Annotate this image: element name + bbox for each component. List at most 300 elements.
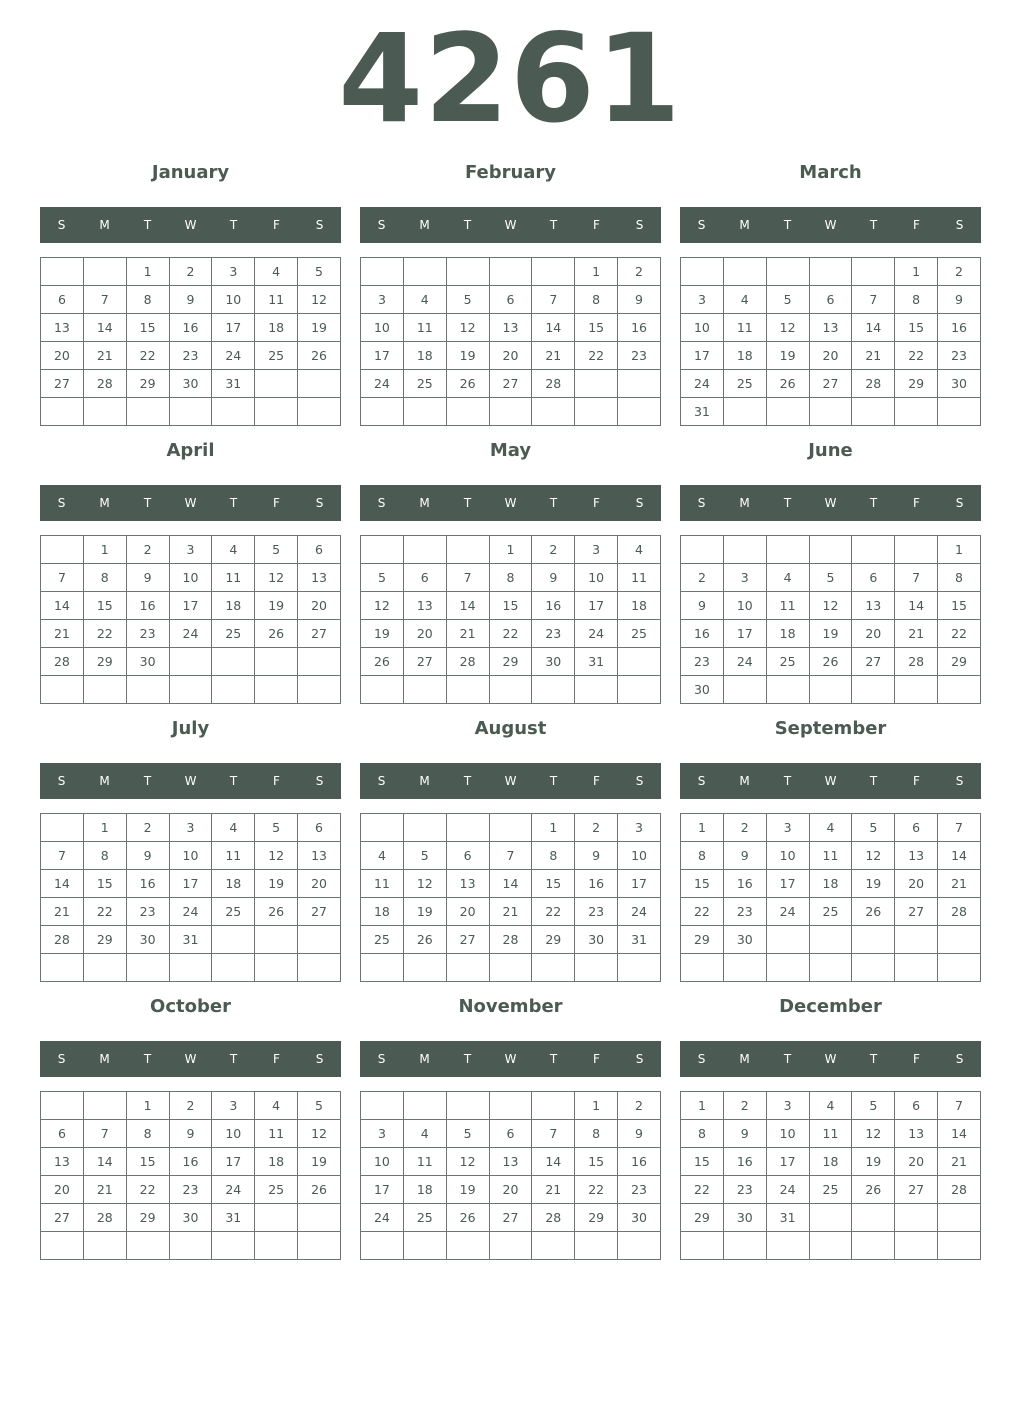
week-row — [681, 592, 981, 620]
day-cell: 21 — [83, 1176, 126, 1204]
week-row — [361, 1176, 661, 1204]
day-cell: 24 — [575, 620, 618, 648]
day-cell: 29 — [83, 926, 126, 954]
weekday-label: T — [869, 774, 878, 788]
day-cell: 12 — [255, 842, 298, 870]
weekday-label: S — [635, 496, 644, 510]
empty-day-cell — [938, 1204, 981, 1232]
day-cell: 11 — [723, 314, 766, 342]
week-row — [41, 398, 341, 426]
day-cell: 24 — [723, 648, 766, 676]
empty-day-cell — [41, 814, 84, 842]
day-cell: 24 — [766, 898, 809, 926]
empty-day-cell — [809, 1232, 852, 1260]
day-cell: 16 — [681, 620, 724, 648]
day-cell: 4 — [255, 1092, 298, 1120]
weekday-label: S — [635, 218, 644, 232]
week-row — [681, 648, 981, 676]
empty-day-cell — [532, 1232, 575, 1260]
day-cell: 28 — [532, 1204, 575, 1232]
month-title: November — [458, 996, 563, 1017]
weekday-label: F — [593, 1052, 600, 1066]
weekday-label: W — [824, 1052, 837, 1066]
day-cell: 14 — [938, 842, 981, 870]
day-cell: 26 — [255, 898, 298, 926]
empty-day-cell — [403, 258, 446, 286]
weekday-label: F — [913, 774, 920, 788]
empty-day-cell — [83, 258, 126, 286]
day-cell: 7 — [446, 564, 489, 592]
day-cell: 26 — [255, 620, 298, 648]
day-cell: 3 — [212, 1092, 255, 1120]
day-cell: 1 — [489, 536, 532, 564]
day-cell: 7 — [895, 564, 938, 592]
weekday-label: W — [184, 1052, 197, 1066]
day-cell: 9 — [723, 1120, 766, 1148]
day-cell: 21 — [41, 898, 84, 926]
weekday-label: S — [315, 774, 324, 788]
day-cell: 5 — [298, 1092, 341, 1120]
weekday-label: T — [783, 218, 792, 232]
day-cell: 25 — [212, 620, 255, 648]
weekday-label: T — [783, 1052, 792, 1066]
week-row — [41, 1232, 341, 1260]
day-cell: 14 — [852, 314, 895, 342]
day-cell: 3 — [169, 536, 212, 564]
day-cell: 4 — [212, 814, 255, 842]
empty-day-cell — [83, 1092, 126, 1120]
day-cell: 10 — [723, 592, 766, 620]
day-cell: 23 — [126, 620, 169, 648]
day-cell: 21 — [489, 898, 532, 926]
week-row — [41, 1148, 341, 1176]
day-cell: 8 — [126, 1120, 169, 1148]
day-cell: 26 — [852, 898, 895, 926]
weekday-label: F — [593, 774, 600, 788]
day-cell: 26 — [852, 1176, 895, 1204]
empty-day-cell — [852, 926, 895, 954]
empty-day-cell — [681, 954, 724, 982]
day-cell: 2 — [532, 536, 575, 564]
day-cell: 27 — [895, 898, 938, 926]
empty-day-cell — [489, 258, 532, 286]
weekday-label: S — [315, 496, 324, 510]
day-cell: 19 — [298, 314, 341, 342]
weekday-label: S — [377, 1052, 386, 1066]
day-cell: 20 — [489, 1176, 532, 1204]
day-cell: 4 — [212, 536, 255, 564]
day-cell: 2 — [618, 1092, 661, 1120]
empty-day-cell — [938, 926, 981, 954]
day-cell: 20 — [298, 592, 341, 620]
weekday-label: T — [549, 774, 558, 788]
day-cell: 26 — [298, 342, 341, 370]
day-cell: 4 — [618, 536, 661, 564]
day-cell: 16 — [723, 870, 766, 898]
empty-day-cell — [126, 398, 169, 426]
day-cell: 27 — [41, 370, 84, 398]
day-cell: 23 — [126, 898, 169, 926]
day-cell: 17 — [575, 592, 618, 620]
week-row — [361, 370, 661, 398]
day-cell: 23 — [575, 898, 618, 926]
empty-day-cell — [852, 1232, 895, 1260]
day-cell: 23 — [532, 620, 575, 648]
day-cell: 14 — [41, 592, 84, 620]
day-cell: 24 — [361, 370, 404, 398]
day-cell: 31 — [681, 398, 724, 426]
empty-day-cell — [723, 398, 766, 426]
weekday-label: S — [377, 218, 386, 232]
empty-day-cell — [723, 258, 766, 286]
empty-day-cell — [298, 648, 341, 676]
day-cell: 31 — [169, 926, 212, 954]
day-cell: 22 — [532, 898, 575, 926]
day-cell: 12 — [446, 314, 489, 342]
day-cell: 3 — [766, 1092, 809, 1120]
day-cell: 23 — [169, 1176, 212, 1204]
empty-day-cell — [489, 1092, 532, 1120]
weekday-label: T — [229, 496, 238, 510]
week-row — [681, 370, 981, 398]
empty-day-cell — [575, 676, 618, 704]
weekday-header-bar — [40, 207, 341, 243]
weekday-label: S — [377, 496, 386, 510]
day-cell: 19 — [298, 1148, 341, 1176]
day-cell: 14 — [83, 1148, 126, 1176]
weekday-header-bar — [680, 207, 981, 243]
day-cell: 15 — [83, 592, 126, 620]
week-row — [681, 286, 981, 314]
day-cell: 18 — [403, 1176, 446, 1204]
day-cell: 7 — [938, 1092, 981, 1120]
weekday-label: T — [463, 1052, 472, 1066]
day-cell: 8 — [126, 286, 169, 314]
day-cell: 12 — [809, 592, 852, 620]
day-cell: 23 — [938, 342, 981, 370]
weekday-label: T — [869, 1052, 878, 1066]
day-grid — [40, 257, 341, 426]
weekday-label: T — [783, 774, 792, 788]
empty-day-cell — [298, 1204, 341, 1232]
week-row — [681, 564, 981, 592]
day-cell: 11 — [255, 1120, 298, 1148]
day-cell: 13 — [895, 842, 938, 870]
day-cell: 9 — [618, 286, 661, 314]
day-cell: 31 — [575, 648, 618, 676]
day-cell: 19 — [403, 898, 446, 926]
empty-day-cell — [852, 536, 895, 564]
empty-day-cell — [766, 536, 809, 564]
day-cell: 11 — [212, 842, 255, 870]
day-cell: 25 — [723, 370, 766, 398]
day-cell: 15 — [532, 870, 575, 898]
empty-day-cell — [809, 926, 852, 954]
day-cell: 10 — [618, 842, 661, 870]
empty-day-cell — [446, 814, 489, 842]
day-cell: 28 — [938, 1176, 981, 1204]
empty-day-cell — [489, 1232, 532, 1260]
day-cell: 14 — [446, 592, 489, 620]
weekday-header-bar — [360, 1041, 661, 1077]
weekday-label: S — [635, 1052, 644, 1066]
empty-day-cell — [852, 676, 895, 704]
empty-day-cell — [809, 536, 852, 564]
empty-day-cell — [809, 258, 852, 286]
day-cell: 29 — [126, 1204, 169, 1232]
day-cell: 18 — [618, 592, 661, 620]
day-cell: 19 — [446, 342, 489, 370]
week-row — [681, 898, 981, 926]
day-cell: 20 — [489, 342, 532, 370]
weekday-label: F — [913, 1052, 920, 1066]
day-cell: 15 — [895, 314, 938, 342]
empty-day-cell — [255, 954, 298, 982]
day-cell: 22 — [83, 898, 126, 926]
week-row — [361, 314, 661, 342]
day-cell: 20 — [895, 870, 938, 898]
day-cell: 18 — [809, 1148, 852, 1176]
day-cell: 13 — [298, 564, 341, 592]
empty-day-cell — [766, 258, 809, 286]
day-cell: 3 — [361, 286, 404, 314]
week-row — [681, 1148, 981, 1176]
day-cell: 19 — [255, 592, 298, 620]
day-cell: 17 — [361, 342, 404, 370]
day-cell: 6 — [895, 1092, 938, 1120]
day-cell: 16 — [575, 870, 618, 898]
day-cell: 11 — [809, 842, 852, 870]
day-cell: 25 — [255, 342, 298, 370]
day-cell: 1 — [126, 1092, 169, 1120]
day-cell: 13 — [41, 314, 84, 342]
day-cell: 25 — [618, 620, 661, 648]
day-cell: 3 — [361, 1120, 404, 1148]
day-cell: 19 — [361, 620, 404, 648]
empty-day-cell — [618, 648, 661, 676]
empty-day-cell — [446, 258, 489, 286]
weekday-label: M — [99, 1052, 110, 1066]
day-cell: 17 — [169, 870, 212, 898]
empty-day-cell — [895, 926, 938, 954]
day-cell: 17 — [723, 620, 766, 648]
weekday-label: S — [697, 774, 706, 788]
day-cell: 12 — [403, 870, 446, 898]
day-cell: 16 — [126, 592, 169, 620]
empty-day-cell — [298, 676, 341, 704]
day-cell: 22 — [575, 1176, 618, 1204]
week-row — [681, 398, 981, 426]
empty-day-cell — [255, 926, 298, 954]
weekday-label: W — [824, 218, 837, 232]
day-cell: 30 — [723, 1204, 766, 1232]
day-cell: 9 — [681, 592, 724, 620]
weekday-label: T — [143, 218, 152, 232]
empty-day-cell — [766, 926, 809, 954]
day-cell: 24 — [169, 620, 212, 648]
empty-day-cell — [681, 1232, 724, 1260]
day-cell: 8 — [938, 564, 981, 592]
week-row — [681, 314, 981, 342]
empty-day-cell — [361, 1232, 404, 1260]
empty-day-cell — [446, 676, 489, 704]
day-cell: 21 — [83, 342, 126, 370]
day-cell: 18 — [212, 870, 255, 898]
weekday-label: F — [273, 218, 280, 232]
week-row — [361, 842, 661, 870]
day-cell: 11 — [255, 286, 298, 314]
day-cell: 20 — [446, 898, 489, 926]
day-cell: 16 — [723, 1148, 766, 1176]
empty-day-cell — [212, 954, 255, 982]
day-cell: 27 — [298, 898, 341, 926]
weekday-label: F — [273, 496, 280, 510]
day-cell: 29 — [681, 926, 724, 954]
day-grid — [40, 813, 341, 982]
day-cell: 5 — [403, 842, 446, 870]
weekday-label: T — [783, 496, 792, 510]
weekday-label: S — [697, 1052, 706, 1066]
day-cell: 16 — [169, 314, 212, 342]
day-cell: 3 — [681, 286, 724, 314]
empty-day-cell — [723, 954, 766, 982]
empty-day-cell — [403, 536, 446, 564]
day-cell: 29 — [938, 648, 981, 676]
day-cell: 17 — [212, 314, 255, 342]
empty-day-cell — [766, 676, 809, 704]
month-title: August — [474, 718, 547, 739]
weekday-label: M — [99, 218, 110, 232]
weekday-label: S — [955, 218, 964, 232]
day-cell: 22 — [126, 342, 169, 370]
day-cell: 5 — [255, 536, 298, 564]
day-cell: 2 — [723, 1092, 766, 1120]
day-cell: 2 — [723, 814, 766, 842]
weekday-label: W — [824, 774, 837, 788]
day-cell: 24 — [169, 898, 212, 926]
day-cell: 22 — [681, 1176, 724, 1204]
day-cell: 16 — [618, 1148, 661, 1176]
day-cell: 17 — [766, 1148, 809, 1176]
empty-day-cell — [895, 1204, 938, 1232]
empty-day-cell — [41, 536, 84, 564]
day-grid — [360, 535, 661, 704]
day-cell: 15 — [681, 1148, 724, 1176]
week-row — [361, 398, 661, 426]
day-cell: 27 — [41, 1204, 84, 1232]
week-row — [41, 1120, 341, 1148]
weekday-label: T — [229, 1052, 238, 1066]
weekday-label: T — [463, 218, 472, 232]
day-cell: 18 — [766, 620, 809, 648]
day-cell: 30 — [169, 1204, 212, 1232]
day-cell: 18 — [723, 342, 766, 370]
day-cell: 11 — [766, 592, 809, 620]
day-cell: 26 — [766, 370, 809, 398]
day-cell: 6 — [852, 564, 895, 592]
empty-day-cell — [575, 954, 618, 982]
week-row — [41, 370, 341, 398]
weekday-label: M — [99, 496, 110, 510]
day-cell: 14 — [532, 314, 575, 342]
day-cell: 5 — [766, 286, 809, 314]
day-cell: 1 — [681, 1092, 724, 1120]
day-cell: 2 — [618, 258, 661, 286]
empty-day-cell — [298, 398, 341, 426]
weekday-header-bar — [40, 1041, 341, 1077]
week-row — [681, 1092, 981, 1120]
day-grid — [360, 257, 661, 426]
week-row — [681, 1120, 981, 1148]
empty-day-cell — [852, 954, 895, 982]
day-cell: 26 — [809, 648, 852, 676]
weekday-label: F — [593, 496, 600, 510]
day-cell: 26 — [446, 370, 489, 398]
empty-day-cell — [532, 676, 575, 704]
weekday-label: F — [273, 1052, 280, 1066]
weekday-label: T — [143, 496, 152, 510]
day-cell: 10 — [361, 314, 404, 342]
empty-day-cell — [298, 954, 341, 982]
month-title: January — [151, 162, 230, 183]
week-row — [681, 1232, 981, 1260]
day-cell: 19 — [446, 1176, 489, 1204]
empty-day-cell — [403, 676, 446, 704]
day-cell: 22 — [895, 342, 938, 370]
day-cell: 5 — [298, 258, 341, 286]
year-title: 4261 — [338, 8, 682, 150]
empty-day-cell — [169, 676, 212, 704]
empty-day-cell — [446, 398, 489, 426]
day-cell: 20 — [41, 342, 84, 370]
empty-day-cell — [938, 1232, 981, 1260]
day-cell: 28 — [41, 926, 84, 954]
empty-day-cell — [723, 536, 766, 564]
week-row — [41, 286, 341, 314]
empty-day-cell — [41, 1092, 84, 1120]
day-cell: 13 — [489, 1148, 532, 1176]
day-cell: 2 — [126, 814, 169, 842]
weekday-label: M — [99, 774, 110, 788]
empty-day-cell — [361, 954, 404, 982]
day-cell: 7 — [41, 842, 84, 870]
day-cell: 30 — [723, 926, 766, 954]
day-cell: 28 — [852, 370, 895, 398]
empty-day-cell — [41, 398, 84, 426]
day-cell: 19 — [766, 342, 809, 370]
empty-day-cell — [212, 648, 255, 676]
day-cell: 18 — [255, 1148, 298, 1176]
weekday-label: T — [463, 774, 472, 788]
day-cell: 20 — [403, 620, 446, 648]
day-cell: 5 — [361, 564, 404, 592]
empty-day-cell — [938, 954, 981, 982]
day-cell: 8 — [681, 1120, 724, 1148]
day-cell: 20 — [41, 1176, 84, 1204]
day-cell: 13 — [809, 314, 852, 342]
day-cell: 13 — [895, 1120, 938, 1148]
weekday-label: M — [739, 1052, 750, 1066]
day-cell: 4 — [403, 1120, 446, 1148]
empty-day-cell — [575, 398, 618, 426]
day-cell: 24 — [212, 1176, 255, 1204]
empty-day-cell — [126, 954, 169, 982]
month-title: December — [779, 996, 882, 1017]
day-cell: 27 — [809, 370, 852, 398]
week-row — [681, 842, 981, 870]
day-cell: 22 — [938, 620, 981, 648]
day-cell: 7 — [532, 286, 575, 314]
